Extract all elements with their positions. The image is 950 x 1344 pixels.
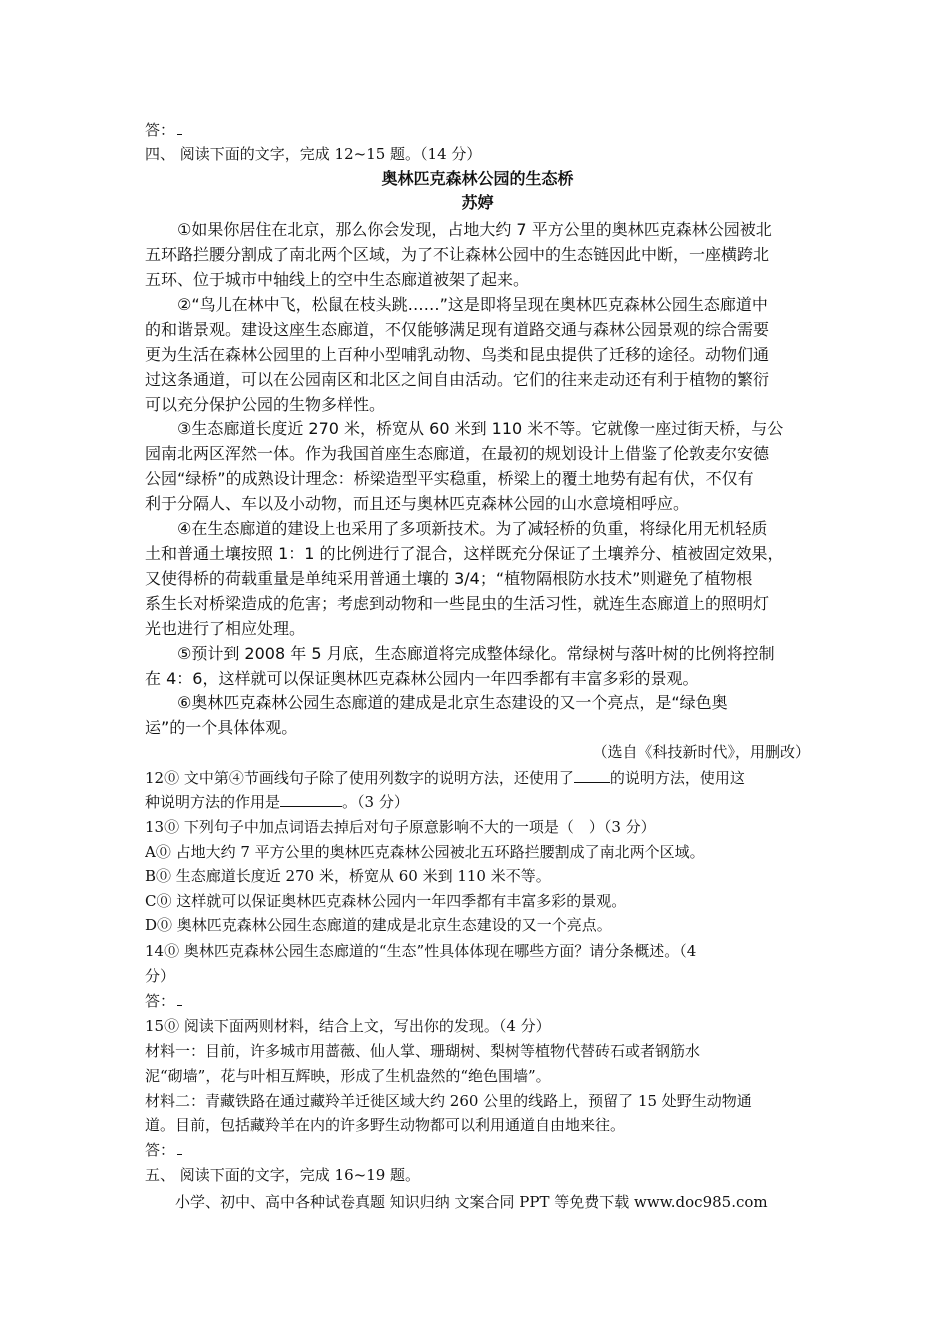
answer-blank[interactable]	[574, 767, 610, 783]
paragraph-line: ③生态廊道长度近 270 米，桥宽从 60 米到 110 米不等。它就像一座过街天桥，与公	[177, 419, 784, 438]
answer-line-15: 答：	[145, 1140, 810, 1160]
article-title: 奥林匹克森林公园的生态桥	[381, 169, 574, 188]
question-13-option-c: C⓪ 这样就可以保证奥林匹克森林公园内一年四季都有丰富多彩的景观。	[145, 892, 627, 910]
paragraph-line: 公园“绿桥”的成熟设计理念：桥梁造型平实稳重，桥梁上的覆土地势有起有伏，不仅有	[145, 469, 754, 488]
question-13-option-a: A⓪ 占地大约 7 平方公里的奥林匹克森林公园被北五环路拦腰割成了南北两个区域。	[145, 843, 705, 861]
section-4-heading: 四、 阅读下面的文字，完成 12~15 题。（14 分）	[145, 145, 482, 163]
material-2-line-1: 材料二：青藏铁路在通过藏羚羊迁徙区域大约 260 公里的线路上，预留了 15 处野生动物通	[145, 1092, 752, 1110]
article-source: （选自《科技新时代》，用删改）	[592, 743, 810, 761]
paragraph-line: 五环、位于城市中轴线上的空中生态廊道被架了起来。	[145, 270, 530, 289]
paragraph-line: 利于分隔人、车以及小动物，而且还与奥林匹克森林公园的山水意境相呼应。	[145, 494, 690, 513]
paragraph-line: ⑤预计到 2008 年 5 月底，生态廊道将完成整体绿化。常绿树与落叶树的比例将控制	[177, 644, 775, 663]
paragraph-line: 更为生活在森林公园里的上百种小型哺乳动物、鸟类和昆虫提供了迁移的途径。动物们通	[145, 345, 770, 364]
question-15: 15⓪ 阅读下面两则材料，结合上文，写出你的发现。（4 分）	[145, 1017, 551, 1035]
paragraph-line: 运”的一个具体体观。	[145, 718, 298, 737]
material-1-line-1: 材料一：目前，许多城市用蔷薇、仙人掌、珊瑚树、梨树等植物代替砖石或者钢筋水	[145, 1042, 701, 1060]
paragraph-line: 光也进行了相应处理。	[145, 619, 306, 638]
article-author: 苏婷	[461, 193, 494, 212]
material-2-line-2: 道。目前，包括藏羚羊在内的许多野生动物都可以利用通道自由地来往。	[145, 1116, 626, 1134]
paragraph-line: ⑥奥林匹克森林公园生态廊道的建成是北京生态建设的又一个亮点，是“绿色奥	[177, 693, 728, 712]
answer-blank[interactable]	[280, 791, 342, 807]
question-13: 13⓪ 下列句子中加点词语去掉后对句子原意影响不大的一项是（ ）（3 分）	[145, 818, 656, 836]
paragraph-line: 又使得桥的荷载重量是单纯采用普通土壤的 3/4；“植物隔根防水技术”则避免了植物根	[145, 569, 753, 588]
paragraph-line: 土和普通土壤按照 1：1 的比例进行了混合，这样既充分保证了土壤养分、植被固定效果，	[145, 544, 784, 563]
paragraph-line: 过这条通道，可以在公园南区和北区之间自由活动。它们的往来走动还有利于植物的繁衍	[145, 370, 770, 389]
paragraph-line: 可以充分保护公园的生物多样性。	[145, 395, 386, 414]
question-12-line-1: 12⓪ 文中第④节画线句子除了使用列数字的说明方法，还使用了 的说明方法，使用这	[145, 769, 745, 787]
question-12-line-2: 种说明方法的作用是 。（3 分）	[145, 793, 409, 811]
question-14-line-2: 分）	[145, 967, 176, 985]
paragraph-line: 在 4：6，这样就可以保证奥林匹克森林公园内一年四季都有丰富多彩的景观。	[145, 669, 699, 688]
section-5-heading: 五、 阅读下面的文字，完成 16~19 题。	[145, 1166, 421, 1184]
paragraph-line: ①如果你居住在北京，那么你会发现，占地大约 7 平方公里的奥林匹克森林公园被北	[177, 220, 772, 239]
answer-line-prev: 答：	[145, 120, 810, 140]
paragraph-line: 五环路拦腰分割成了南北两个区域，为了不让森林公园中的生态链因此中断，一座横跨北	[145, 245, 770, 264]
footer-banner: 小学、初中、高中各种试卷真题 知识归纳 文案合同 PPT 等免费下载 www.doc985.com	[175, 1193, 768, 1211]
paragraph-line: 系生长对桥梁造成的危害；考虑到动物和一些昆虫的生活习性，就连生态廊道上的照明灯	[145, 594, 770, 613]
paragraph-line: ④在生态廊道的建设上也采用了多项新技术。为了减轻桥的负重，将绿化用无机轻质	[177, 519, 768, 538]
paragraph-line: 的和谐景观。建设这座生态廊道，不仅能够满足现有道路交通与森林公园景观的综合需要	[145, 320, 770, 339]
answer-line-14: 答：	[145, 991, 810, 1011]
material-1-line-2: 泥“砌墙”，花与叶相互辉映，形成了生机盎然的“绝色围墙”。	[145, 1067, 551, 1085]
paragraph-line: 园南北两区浑然一体。作为我国首座生态廊道，在最初的规划设计上借鉴了伦敦麦尔安德	[145, 444, 770, 463]
question-13-option-d: D⓪ 奥林匹克森林公园生态廊道的建成是北京生态建设的又一个亮点。	[145, 916, 612, 934]
question-13-option-b: B⓪ 生态廊道长度近 270 米，桥宽从 60 米到 110 米不等。	[145, 867, 551, 885]
question-14-line-1: 14⓪ 奥林匹克森林公园生态廊道的“生态”性具体体现在哪些方面？请分条概述。（4	[145, 942, 697, 960]
paragraph-line: ②“鸟儿在林中飞，松鼠在枝头跳……”这是即将呈现在奥林匹克森林公园生态廊道中	[177, 295, 768, 314]
